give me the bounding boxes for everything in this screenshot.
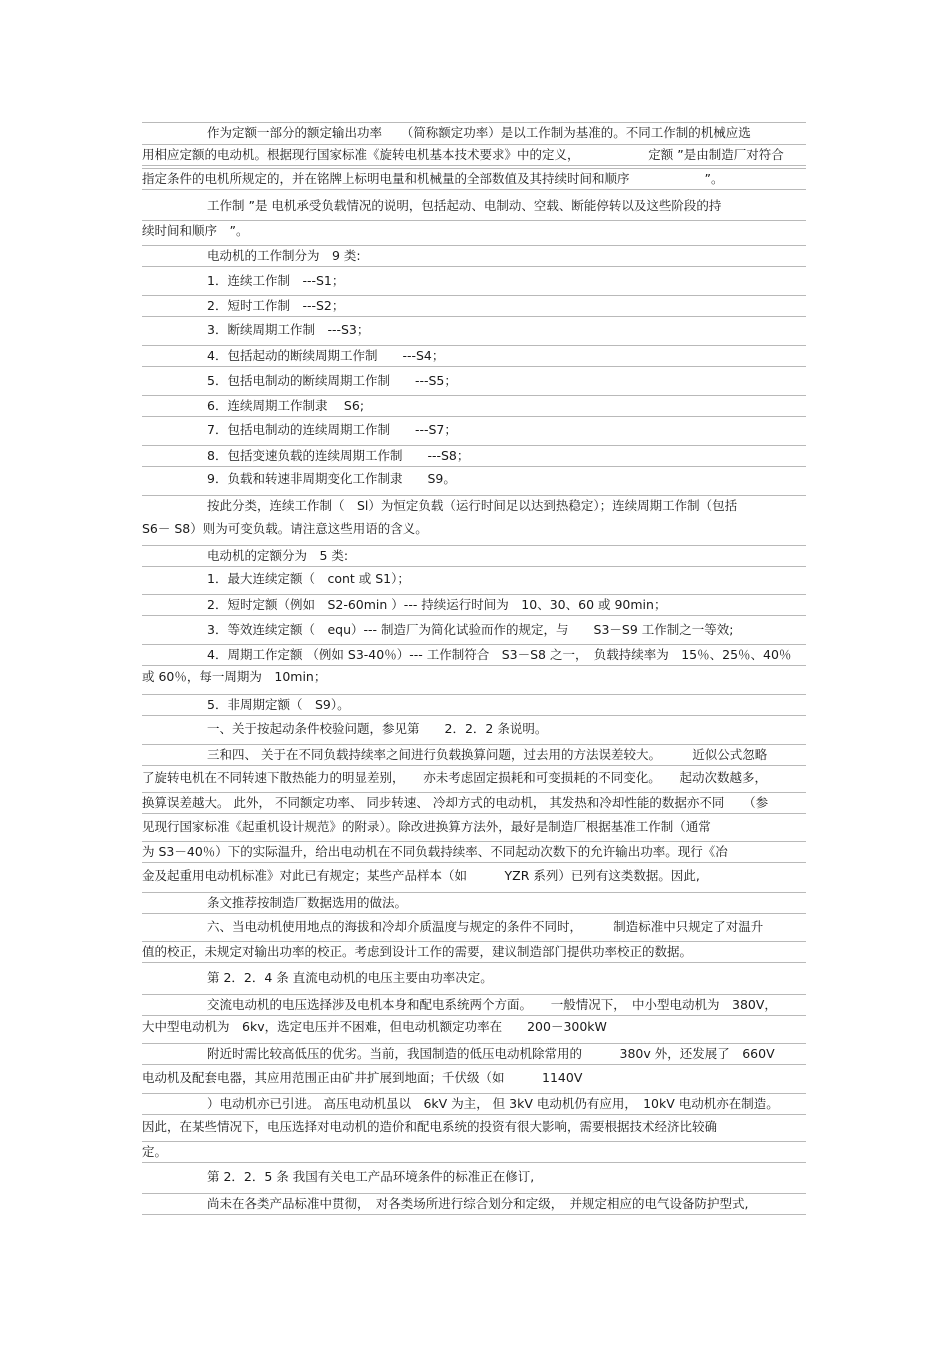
text-line: 第 2．2．5 条 我国有关电工产品环境条件的标准正在修订, <box>207 1169 535 1184</box>
text-line: 6．连续周期工作制隶 S6; <box>142 395 806 417</box>
text-line: 交流电动机的电压选择涉及电机本身和配电系统两个方面。 一般情况下， 中小型电动机为 380V， <box>142 994 806 1016</box>
text-line: 续时间和顺序 ”。 <box>142 220 806 241</box>
text-line: 值的校正，未规定对输出功率的校正。考虑到设计工作的需要，建议制造部门提供功率校正的数据。 <box>142 941 806 963</box>
text-line: 大中型电动机为 6kv，选定电压并不困难，但电动机额定功率在 200－300kW <box>142 1019 607 1034</box>
text-line: 5．非周期定额（ S9）。 <box>142 694 806 716</box>
text-line: 换算误差越大。 此外， 不同额定功率、 同步转速、 冷却方式的电动机， 其发热和冷却性能的数据亦不同 （参 <box>142 792 806 814</box>
text-line: 了旋转电机在不同转速下散热能力的明显差别， 亦未考虑固定损耗和可变损耗的不同变化。 起动次数越多， <box>142 770 768 785</box>
text-line: 4．周期工作定额 （例如 S3-40％）--- 工作制符合 S3－S8 之一， 负载持续率为 15％、25％、40％ <box>142 644 806 666</box>
text-line: 第 2．2．4 条 直流电动机的电压主要由功率决定。 <box>207 970 493 985</box>
text-line: 7．包括电制动的连续周期工作制 ---S7； <box>207 422 457 437</box>
text-line: 按此分类，连续工作制（ Sl）为恒定负载（运行时间足以达到热稳定）；连续周期工作制（包括 <box>142 495 806 516</box>
text-line: 因此，在某些情况下，电压选择对电动机的造价和配电系统的投资有很大影响，需要根据技术经济比较确 <box>142 1119 718 1134</box>
text-line: 条文推荐按制造厂数据选用的做法。 <box>142 892 806 914</box>
text-line: 电动机及配套电器，其应用范围正由矿井扩展到地面；千伏级（如 1140V <box>142 1070 583 1085</box>
text-line: 1．连续工作制 ---S1； <box>207 273 345 288</box>
text-line: 2．短时定额（例如 S2-60min ）--- 持续运行时间为 10、30、60 或 90min； <box>142 594 806 616</box>
text-line: 9．负载和转速非周期变化工作制隶 S9。 <box>207 471 456 486</box>
text-line: 尚未在各类产品标准中贯彻， 对各类场所进行综合划分和定级， 并规定相应的电气设备防护型式, <box>142 1193 806 1215</box>
text-line: S6－ S8）则为可变负载。请注意这些用语的含义。 <box>142 521 428 536</box>
text-line: 用相应定额的电动机。根据现行国家标准《旋转电机基本技术要求》中的定义， 定额 ”是由制造厂对符合 <box>142 144 806 166</box>
text-line: 一、关于按起动条件校验问题，参见第 2．2．2 条说明。 <box>207 721 548 736</box>
text-line: 5．包括电制动的断续周期工作制 ---S5； <box>207 373 457 388</box>
text-line: 六、当电动机使用地点的海拔和冷却介质温度与规定的条件不同时， 制造标准中只规定了对温升 <box>207 919 764 934</box>
text-line: 为 S3－40％）下的实际温升，给出电动机在不同负载持续率、不同起动次数下的允许输出功率。现行《冶 <box>142 841 806 863</box>
text-line: 电动机的定额分为 5 类: <box>142 545 806 567</box>
text-line: 1．最大连续定额（ cont 或 S1）； <box>207 571 410 586</box>
text-line: 三和四、 关于在不同负载持续率之间进行负载换算问题，过去用的方法误差较大。 近似公式忽略 <box>142 744 806 766</box>
text-line: ）电动机亦已引进。 高压电动机虽以 6kV 为主， 但 3kV 电动机仍有应用， 10kV 电动机亦在制造。 <box>142 1093 806 1115</box>
text-line: 3．断续周期工作制 ---S3； <box>207 322 370 337</box>
text-line: 金及起重用电动机标准》对此已有规定；某些产品样本（如 YZR 系列）已列有这类数据。因此, <box>142 868 700 883</box>
text-line: 或 60％，每一周期为 10min； <box>142 669 327 684</box>
text-line: 作为定额一部分的额定输出功率 （简称额定功率）是以工作制为基准的。不同工作制的机械应选 <box>142 122 806 143</box>
text-line: 8．包括变速负载的连续周期工作制 ---S8； <box>142 445 806 467</box>
text-line: 4．包括起动的断续周期工作制 ---S4； <box>142 345 806 367</box>
text-line: 指定条件的电机所规定的，并在铭牌上标明电量和机械量的全部数值及其持续时间和顺序 ”。 <box>142 168 806 190</box>
text-line: 3．等效连续定额（ equ）--- 制造厂为简化试验而作的规定，与 S3－S9 工作制之一等效; <box>207 622 734 637</box>
text-line: 电动机的工作制分为 9 类: <box>142 245 806 267</box>
text-line: 见现行国家标准《起重机设计规范》的附录）。除改进换算方法外，最好是制造厂根据基准工作制（通常 <box>142 819 711 834</box>
text-line: 附近时需比较高低压的优劣。当前，我国制造的低压电动机除常用的 380v 外，还发展了 660V <box>142 1043 806 1065</box>
text-line: 定。 <box>142 1141 806 1163</box>
text-line: 2．短时工作制 ---S2； <box>142 295 806 317</box>
text-line: 工作制 ”是 电机承受负载情况的说明，包括起动、电制动、空载、断能停转以及这些阶段的持 <box>207 198 722 213</box>
